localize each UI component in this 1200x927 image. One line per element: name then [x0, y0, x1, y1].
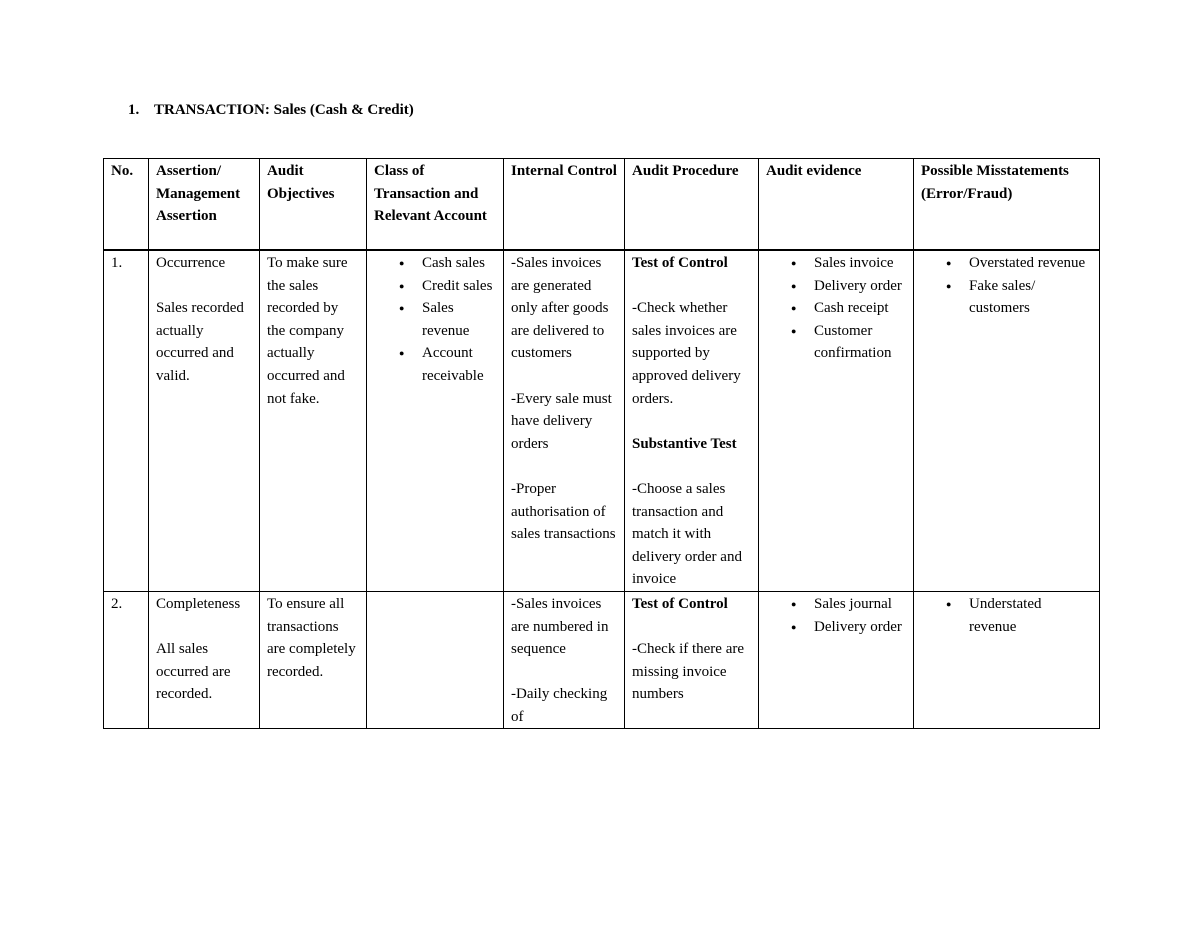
assertion-name: Occurrence — [156, 255, 226, 271]
misstatements-cell — [914, 250, 1100, 591]
list-item: ● Delivery order — [814, 616, 906, 639]
internal-control-cell — [504, 250, 625, 591]
objective-cell — [260, 250, 367, 591]
row-number: 2. — [104, 591, 149, 729]
header-assertion: Assertion/ Management Assertion — [149, 159, 260, 251]
list-item: ● Credit sales — [422, 275, 496, 298]
assertion-name: Completeness — [156, 595, 241, 612]
section-number: 1. — [128, 102, 140, 118]
list-item: ● Sales revenue — [422, 297, 496, 342]
assertion-description: All sales occurred are recorded. — [156, 641, 231, 703]
misstatements-cell — [914, 591, 1100, 729]
header-audit-procedure: Audit Procedure — [625, 159, 759, 251]
assertion-cell — [149, 591, 260, 729]
control-item: -Sales invoices are numbered in sequence — [511, 595, 609, 658]
test-of-control-heading: Test of Control — [632, 595, 728, 612]
evidence-cell — [759, 250, 914, 591]
section-heading — [128, 102, 414, 119]
accounts-list — [374, 252, 496, 388]
control-item: -Every sale must have delivery orders — [511, 390, 612, 452]
section-title: TRANSACTION: Sales (Cash & Credit) — [154, 102, 414, 118]
test-of-control-text: -Check whether sales invoices are supported by approved delivery orders. — [632, 300, 741, 407]
audit-objective: To make sure the sales recorded by the company actually occurred and not fake. — [267, 255, 348, 407]
list-item: ● Cash sales — [422, 252, 496, 275]
misstatements-list — [921, 252, 1092, 320]
audit-table — [103, 158, 1100, 729]
control-item: -Sales invoices are generated only after goods are delivered to customers — [511, 255, 609, 362]
header-audit-evidence: Audit evidence — [759, 159, 914, 251]
list-item: ● Delivery order — [814, 275, 906, 298]
list-item: ● Account receivable — [422, 342, 496, 387]
row-number: 1. — [104, 250, 149, 591]
list-item: ● Sales invoice — [814, 252, 906, 275]
assertion-description: Sales recorded actually occurred and valid. — [156, 300, 244, 384]
audit-objective: To ensure all transactions are completely recorded. — [267, 595, 356, 680]
substantive-test-heading: Substantive Test — [632, 435, 737, 452]
list-item: ● Overstated revenue — [969, 252, 1092, 275]
test-of-control-text: -Check if there are missing invoice numbers — [632, 641, 745, 703]
control-item: -Proper authorisation of sales transactions — [511, 480, 616, 543]
table-row — [104, 250, 1100, 591]
evidence-list — [766, 252, 906, 365]
list-item: ● Understated revenue — [969, 593, 1092, 638]
header-internal-control: Internal Control — [504, 159, 625, 251]
control-item: -Daily checking of — [511, 686, 608, 725]
misstatements-list — [921, 593, 1092, 638]
audit-procedure-cell — [625, 591, 759, 729]
header-no: No. — [104, 159, 149, 251]
table-row — [104, 591, 1100, 729]
assertion-cell — [149, 250, 260, 591]
evidence-list — [766, 593, 906, 638]
header-row — [104, 159, 1100, 251]
list-item: ● Cash receipt — [814, 297, 906, 320]
header-objectives: Audit Objectives — [260, 159, 367, 251]
header-class-of-transaction: Class of Transaction and Relevant Account — [367, 159, 504, 251]
header-misstatements: Possible Misstatements (Error/Fraud) — [914, 159, 1100, 251]
substantive-test-text: -Choose a sales transaction and match it with delivery order and invoice — [632, 480, 742, 588]
test-of-control-heading: Test of Control — [632, 255, 728, 271]
evidence-cell — [759, 591, 914, 729]
list-item: ● Customer confirmation — [814, 320, 906, 365]
list-item: ● Sales journal — [814, 593, 906, 616]
objective-cell — [260, 591, 367, 729]
list-item: ● Fake sales/ customers — [969, 275, 1092, 320]
accounts-cell — [367, 591, 504, 729]
audit-procedure-cell — [625, 250, 759, 591]
accounts-cell — [367, 250, 504, 591]
internal-control-cell — [504, 591, 625, 729]
